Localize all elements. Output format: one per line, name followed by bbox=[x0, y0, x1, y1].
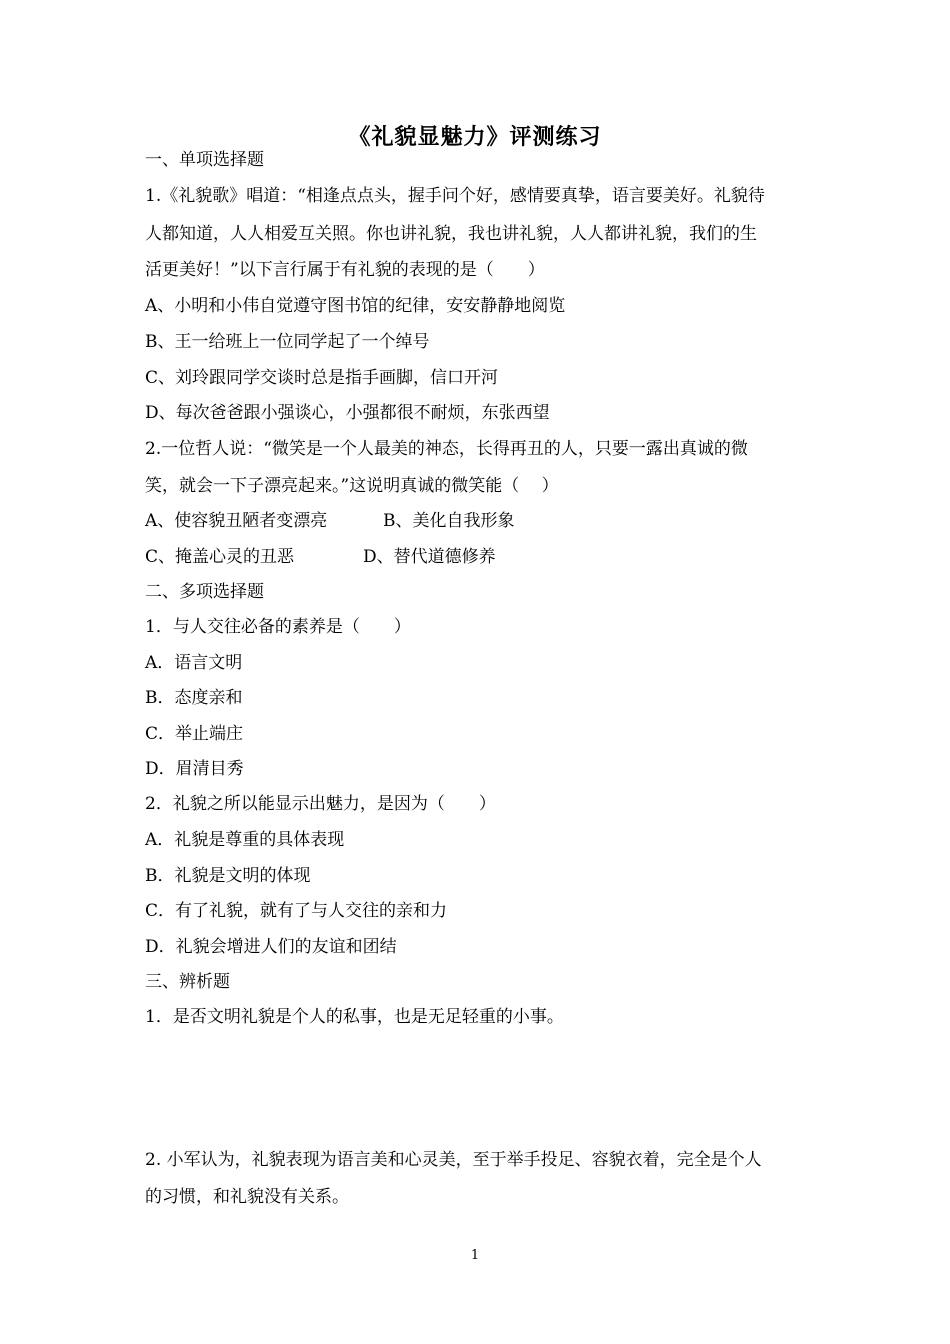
question-1-option-c: C、刘玲跟同学交谈时总是指手画脚，信口开河 bbox=[145, 368, 499, 388]
multi-question-2-stem: 2．礼貌之所以能显示出魅力，是因为（ ） bbox=[145, 794, 496, 814]
multi-question-1-option-c: C．举止端庄 bbox=[145, 724, 244, 744]
page-number: 1 bbox=[470, 1248, 480, 1263]
question-2-options-row-1 bbox=[145, 509, 815, 533]
question-1-line-1: 1.《礼貌歌》唱道：“相逢点点头，握手问个好，感情要真挚，语言要美好。礼貌待 bbox=[145, 186, 765, 206]
question-1-line-3: 活更美好！”以下言行属于有礼貌的表现的是（ ） bbox=[145, 260, 545, 280]
question-2-option-c: C、掩盖心灵的丑恶 bbox=[145, 547, 295, 567]
multi-question-2-option-c: C．有了礼貌，就有了与人交往的亲和力 bbox=[145, 901, 448, 921]
question-2-option-b: B、美化自我形象 bbox=[383, 511, 515, 531]
question-1-option-d: D、每次爸爸跟小强谈心，小强都很不耐烦，东张西望 bbox=[145, 403, 550, 423]
multi-question-1-stem: 1．与人交往必备的素养是（ ） bbox=[145, 617, 411, 637]
section-heading-multiple-choice: 二、多项选择题 bbox=[145, 582, 264, 602]
question-2-option-d: D、替代道德修养 bbox=[363, 547, 496, 567]
question-2-option-a: A、使容貌丑陋者变漂亮 bbox=[145, 511, 328, 531]
multi-question-1-option-a: A．语言文明 bbox=[145, 653, 243, 673]
multi-question-1-option-b: B．态度亲和 bbox=[145, 688, 243, 708]
question-2-line-1: 2.一位哲人说：“微笑是一个人最美的神态，长得再丑的人，只要一露出真诚的微 bbox=[145, 439, 748, 459]
document-title: 《礼貌显魅力》评测练习 bbox=[348, 124, 602, 150]
multi-question-2-option-b: B．礼貌是文明的体现 bbox=[145, 866, 311, 886]
multi-question-2-option-d: D．礼貌会增进人们的友谊和团结 bbox=[145, 937, 397, 957]
question-2-options-row-2 bbox=[145, 545, 815, 569]
analysis-question-2-line-2: 的习惯，和礼貌没有关系。 bbox=[145, 1187, 349, 1207]
multi-question-1-option-d: D．眉清目秀 bbox=[145, 759, 244, 779]
analysis-question-2-line-1: 2. 小军认为，礼貌表现为语言美和心灵美，至于举手投足、容貌衣着，完全是个人 bbox=[145, 1150, 762, 1170]
multi-question-2-option-a: A．礼貌是尊重的具体表现 bbox=[145, 830, 345, 850]
question-1-option-a: A、小明和小伟自觉遵守图书馆的纪律，安安静静地阅览 bbox=[145, 296, 566, 316]
question-2-line-2: 笑，就会一下子漂亮起来。”这说明真诚的微笑能（ ） bbox=[145, 476, 559, 496]
section-heading-analysis: 三、辨析题 bbox=[145, 972, 230, 992]
analysis-question-1: 1．是否文明礼貌是个人的私事，也是无足轻重的小事。 bbox=[145, 1007, 564, 1027]
question-1-option-b: B、王一给班上一位同学起了一个绰号 bbox=[145, 332, 430, 352]
section-heading-single-choice: 一、单项选择题 bbox=[145, 150, 264, 170]
question-1-line-2: 人都知道，人人相爱互关照。你也讲礼貌，我也讲礼貌，人人都讲礼貌，我们的生 bbox=[145, 224, 757, 244]
